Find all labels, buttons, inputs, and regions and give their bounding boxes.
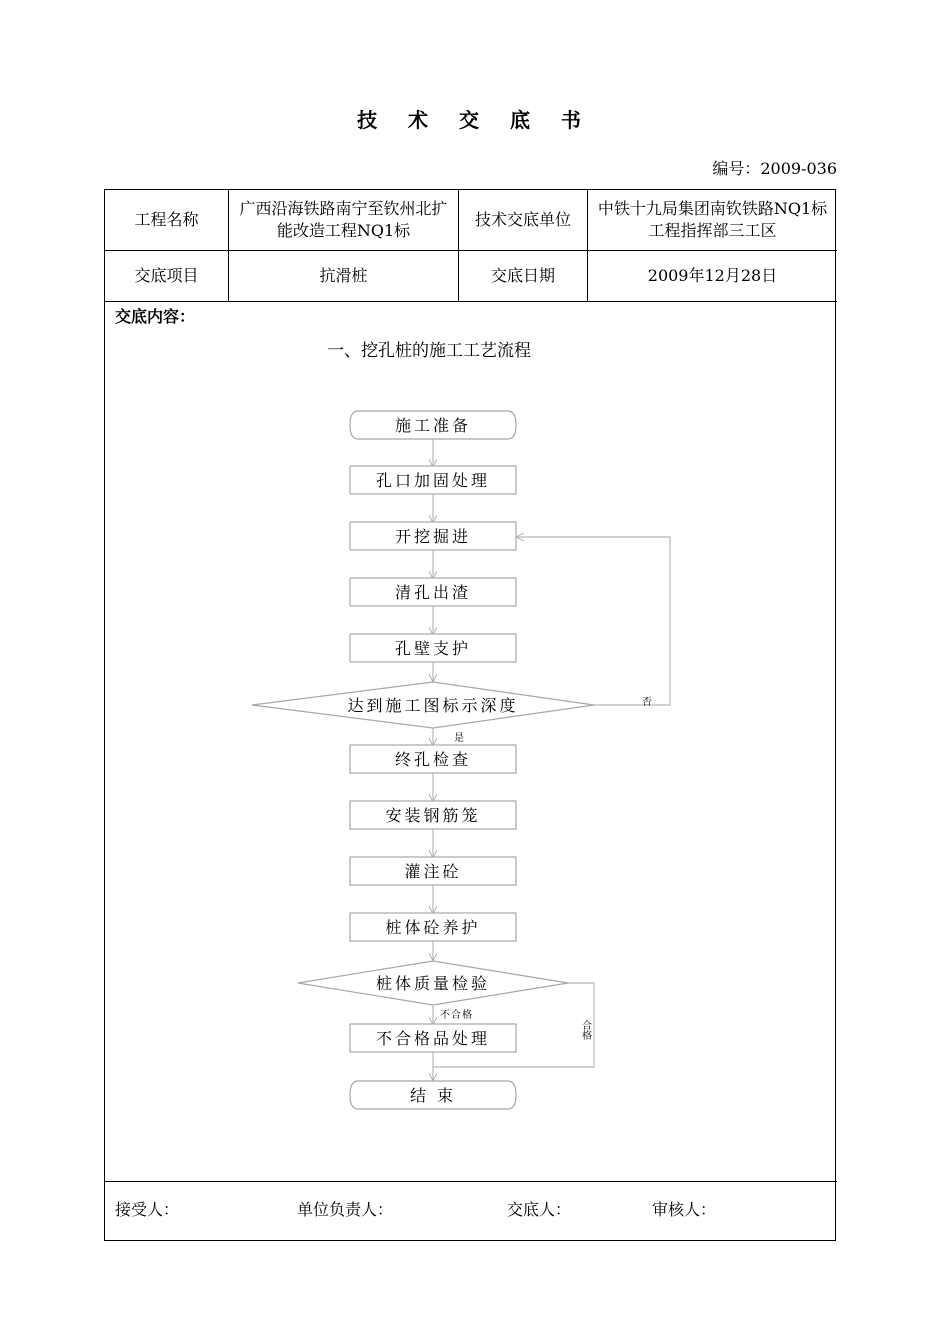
flow-step-label: 孔壁支护 bbox=[394, 639, 472, 658]
disclosure-unit-label: 技术交底单位 bbox=[474, 210, 571, 229]
content-label: 交底内容： bbox=[115, 307, 196, 326]
document-title: 技 术 交 底 书 bbox=[357, 108, 593, 132]
project-name-value: 广西沿海铁路南宁至钦州北扩能改造工程NQ1标 bbox=[239, 199, 448, 240]
flow-step-label: 桩体砼养护 bbox=[385, 918, 481, 937]
disclosure-item-label: 交底项目 bbox=[134, 266, 199, 285]
no-loop-arrow bbox=[517, 537, 670, 705]
flow-start-label: 施工准备 bbox=[394, 416, 472, 435]
project-name-label: 工程名称 bbox=[134, 210, 199, 229]
flow-decision-label: 达到施工图标示深度 bbox=[347, 696, 519, 715]
disclosure-date-label: 交底日期 bbox=[490, 266, 555, 285]
flow-step-label: 开挖掘进 bbox=[394, 527, 472, 546]
flow-step-label: 孔口加固处理 bbox=[375, 471, 491, 490]
flow-step-label: 终孔检查 bbox=[394, 750, 472, 769]
flow-decision-label: 桩体质量检验 bbox=[375, 974, 491, 993]
document-code: 编号：2009-036 bbox=[712, 159, 837, 178]
no-branch-label: 否 bbox=[642, 697, 652, 708]
unit-head-label: 单位负责人： bbox=[297, 1200, 394, 1219]
disclosure-date-value: 2009年12月28日 bbox=[647, 266, 778, 285]
flow-step-label: 灌注砼 bbox=[404, 862, 462, 881]
flow-step-label: 清孔出渣 bbox=[394, 583, 472, 602]
fail-branch-label: 不合格 bbox=[440, 1010, 473, 1021]
flow-step-label: 安装钢筋笼 bbox=[385, 806, 481, 825]
yes-branch-label: 是 bbox=[454, 733, 464, 744]
pass-branch-label: 合格 bbox=[579, 1020, 591, 1040]
receiver-label: 接受人： bbox=[115, 1200, 180, 1219]
flow-step-label: 不合格品处理 bbox=[375, 1029, 491, 1048]
flow-end-label: 结 束 bbox=[409, 1086, 457, 1105]
section-title: 一、挖孔桩的施工工艺流程 bbox=[327, 341, 531, 361]
disclosure-unit-value: 中铁十九局集团南钦铁路NQ1标工程指挥部三工区 bbox=[597, 199, 828, 240]
reviewer-label: 审核人： bbox=[652, 1200, 717, 1219]
disclosure-item-value: 抗滑桩 bbox=[319, 266, 368, 285]
presenter-label: 交底人： bbox=[507, 1200, 572, 1219]
